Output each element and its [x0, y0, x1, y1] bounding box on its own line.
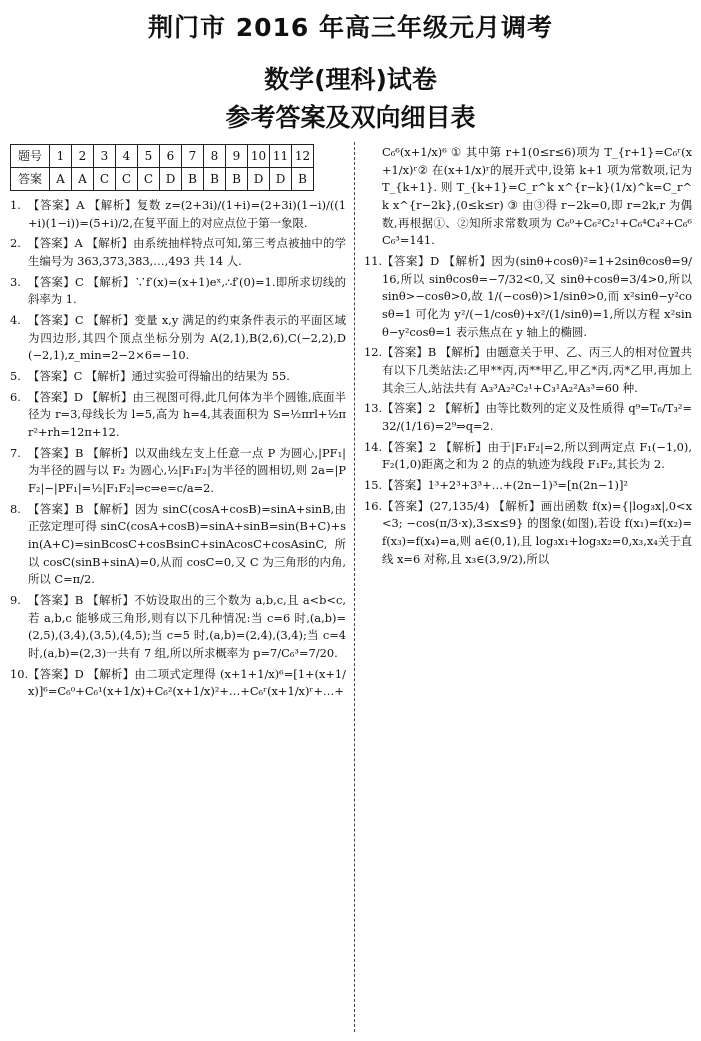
- table-cell: 9: [226, 145, 248, 168]
- item-text: 【答案】2 【解析】由于|F₁F₂|=2,所以到两定点 F₁(−1,0),F₂(1,0)距离之和为 2 的点的轨迹为线段 F₁F₂,其长为 2.: [382, 439, 692, 472]
- solution-item: [10, 274, 346, 309]
- item-number: 13.: [364, 401, 383, 416]
- item-text: 【答案】D 【解析】由三视图可得,此几何体为半个圆锥,底面半径为 r=3,母线长为 l=5,高为 h=4,其表面积为 S=½πrl+½πr²+rh=12π+12.: [28, 389, 346, 440]
- answer-table-number-row: [11, 145, 314, 168]
- item-text: 【答案】D 【解析】由二项式定理得 (x+1+1/x)⁶=[1+(x+1/x)]⁶=C₆⁰+C₆¹(x+1/x)+C₆²(x+1/x)²+…+C₆ʳ(x+1/x)ʳ+…+: [28, 666, 346, 699]
- solution-item: [364, 253, 692, 341]
- column-divider: [354, 142, 355, 1032]
- answer-table: [10, 144, 314, 191]
- solution-item: [10, 389, 346, 442]
- item-text: 【答案】2 【解析】由等比数列的定义及性质得 q⁹=T₆/T₃²=32/(1/16)=2⁹⇒q=2.: [382, 401, 692, 434]
- item-number: 14.: [364, 439, 383, 454]
- solution-item: [10, 197, 346, 232]
- table-cell: B: [182, 168, 204, 191]
- table-cell: B: [204, 168, 226, 191]
- table-cell: 12: [292, 145, 314, 168]
- table-cell: 5: [138, 145, 160, 168]
- item-text: 【答案】B 【解析】由题意关于甲、乙、丙三人的相对位置共有以下几类站法:乙甲**丙,丙**甲乙,甲乙*丙,丙*乙甲,再加上其余三人,站法共有 A₃³A₂²C₂¹+C₃¹A₂²A₃³=60 种.: [382, 345, 692, 395]
- item-number: 16.: [364, 498, 383, 513]
- item-text: 【答案】D 【解析】因为(sinθ+cosθ)²=1+2sinθcosθ=9/16,所以 sinθcosθ=−7/32<0,又 sinθ+cosθ=3/4>0,所以 sinθ>−cosθ>0,故 1/(−cosθ)>1/sinθ>0,而 x²sinθ−y²cosθ=1 可化为 y²/(−1/cosθ)+x²/(1/sinθ)=1,所以方程 x²sinθ−y²cosθ=1 表示焦点在 y 轴上的椭圆.: [382, 254, 692, 339]
- solution-item: [364, 400, 692, 435]
- item-text: C₆⁶(x+1/x)⁶ ① 其中第 r+1(0≤r≤6)项为 T_{r+1}=C₆ʳ(x+1/x)ʳ② 在(x+1/x)ʳ的展开式中,设第 k+1 项为常数项,记为 T_{k+1}. 则 T_{k+1}=C_r^k x^{r−k}(1/x)^k=C_r^k x^{r−2k},(0≤k≤r) ③ 由③得 r−2k=0,即 r=2k,r 为偶数,再根据①、②知所求常数项为 C₆⁰+C₆²C₂¹+C₆⁴C₄²+C₆⁶C₆³=141.: [382, 145, 692, 248]
- item-number: 12.: [364, 345, 383, 360]
- table-cell: C: [138, 168, 160, 191]
- right-column: [364, 144, 692, 571]
- table-cell: 6: [160, 145, 182, 168]
- item-number: 7.: [10, 445, 21, 460]
- table-cell: 1: [50, 145, 72, 168]
- table-cell: 10: [248, 145, 270, 168]
- item-text: 【答案】C 【解析】∵f′(x)=(x+1)eˣ,∴f′(0)=1.即所求切线的斜率为 1.: [28, 274, 346, 307]
- row-label: 答案: [11, 168, 50, 191]
- item-number: 5.: [10, 369, 21, 384]
- item-number: 1.: [10, 198, 21, 212]
- item-number: 6.: [10, 389, 21, 404]
- solution-item: [10, 501, 346, 589]
- table-cell: 3: [94, 145, 116, 168]
- table-cell: B: [292, 168, 314, 191]
- answer-table-answer-row: [11, 168, 314, 191]
- table-cell: 8: [204, 145, 226, 168]
- table-cell: C: [94, 168, 116, 191]
- solution-item: [364, 144, 692, 250]
- solution-item: [10, 445, 346, 498]
- table-cell: D: [248, 168, 270, 191]
- table-cell: 11: [270, 145, 292, 168]
- item-text: 【答案】B 【解析】因为 sinC(cosA+cosB)=sinA+sinB,由正弦定理可得 sinC(cosA+cosB)=sinA+sinB=sin(B+C)+sin(A+C)=sinBcosC+cosBsinC+sinAcosC+cosAsinC,所以 cosC(sinB+sinA)=0,从而 cosC=0,又 C 为三角形的内角,所以 C=π/2.: [28, 501, 346, 587]
- item-number: 4.: [10, 313, 21, 328]
- item-text: 【答案】B 【解析】以双曲线左支上任意一点 P 为圆心,|PF₁|为半径的圆与以 F₂ 为圆心,½|F₁F₂|为半径的圆相切,则 2a=|PF₂|−|PF₁|=½|F₁F₂|⇒c⇒e=c/a=2.: [28, 445, 346, 496]
- item-number: 3.: [10, 274, 21, 289]
- table-cell: 2: [72, 145, 94, 168]
- document-subtitle: 参考答案及双向细目表: [225, 103, 476, 132]
- solution-item: [364, 439, 692, 474]
- item-text: 【答案】A 【解析】由系统抽样特点可知,第三考点被抽中的学生编号为 363,373,383,…,493 共 14 人.: [28, 236, 346, 269]
- solution-item: [364, 477, 692, 495]
- left-column: [10, 144, 346, 704]
- table-cell: 7: [182, 145, 204, 168]
- solution-item: [10, 312, 346, 365]
- table-cell: A: [50, 168, 72, 191]
- table-cell: D: [160, 168, 182, 191]
- solution-item: [10, 235, 346, 270]
- item-number: 11.: [364, 254, 383, 269]
- solution-item: [10, 592, 346, 663]
- subject-title: 数学(理科)试卷: [264, 65, 437, 94]
- item-number: 9.: [10, 593, 21, 608]
- table-cell: A: [72, 168, 94, 191]
- item-number: 15.: [364, 478, 383, 493]
- item-number: 8.: [10, 501, 21, 516]
- solution-item: [10, 666, 346, 701]
- table-cell: C: [116, 168, 138, 191]
- row-label: 题号: [11, 145, 50, 168]
- solution-item: [364, 344, 692, 397]
- item-number: 10.: [10, 666, 29, 681]
- item-number: [364, 144, 382, 250]
- solution-item: [10, 368, 346, 386]
- document-title: 荆门市 2016 年高三年级元月调考: [148, 13, 553, 42]
- item-text: 【答案】B 【解析】不妨设取出的三个数为 a,b,c,且 a<b<c,若 a,b,c 能够成三角形,则有以下几种情况:当 c=6 时,(a,b)=(2,5),(3,4),(3,5),(4,5);当 c=5 时,(a,b)=(2,4),(3,4);当 c=4 时,(a,b)=(2,3)一共有 7 组,所以所求概率为 p=7/C₆³=7/20.: [28, 593, 346, 661]
- solution-item: [364, 498, 692, 569]
- item-text: 【答案】A 【解析】复数 z=(2+3i)/(1+i)=(2+3i)(1−i)/((1+i)(1−i))=(5+i)/2,在复平面上的对应点位于第一象限.: [28, 198, 346, 230]
- table-cell: D: [270, 168, 292, 191]
- table-cell: B: [226, 168, 248, 191]
- table-cell: 4: [116, 145, 138, 168]
- item-text: 【答案】C 【解析】变量 x,y 满足的约束条件表示的平面区域为四边形,其四个顶点坐标分别为 A(2,1),B(2,6),C(−2,2),D(−2,1),z_min=2−2×6=−10.: [28, 313, 346, 363]
- item-number: 2.: [10, 236, 21, 251]
- item-text: 【答案】C 【解析】通过实验可得输出的结果为 55.: [28, 369, 290, 384]
- item-text: 【答案】1³+2³+3³+…+(2n−1)³=[n(2n−1)]²: [382, 478, 628, 493]
- item-text: 【答案】(27,135/4) 【解析】画出函数 f(x)={|log₃x|,0<x<3; −cos(π/3·x),3≤x≤9} 的图象(如图),若设 f(x₁)=f(x₂)=f(x₃)=f(x₄)=a,则 a∈(0,1),且 log₃x₁+log₃x₂=0,x₃,x₄关于直线 x=6 对称,且 x₃∈(3,9/2),所以: [382, 498, 692, 566]
